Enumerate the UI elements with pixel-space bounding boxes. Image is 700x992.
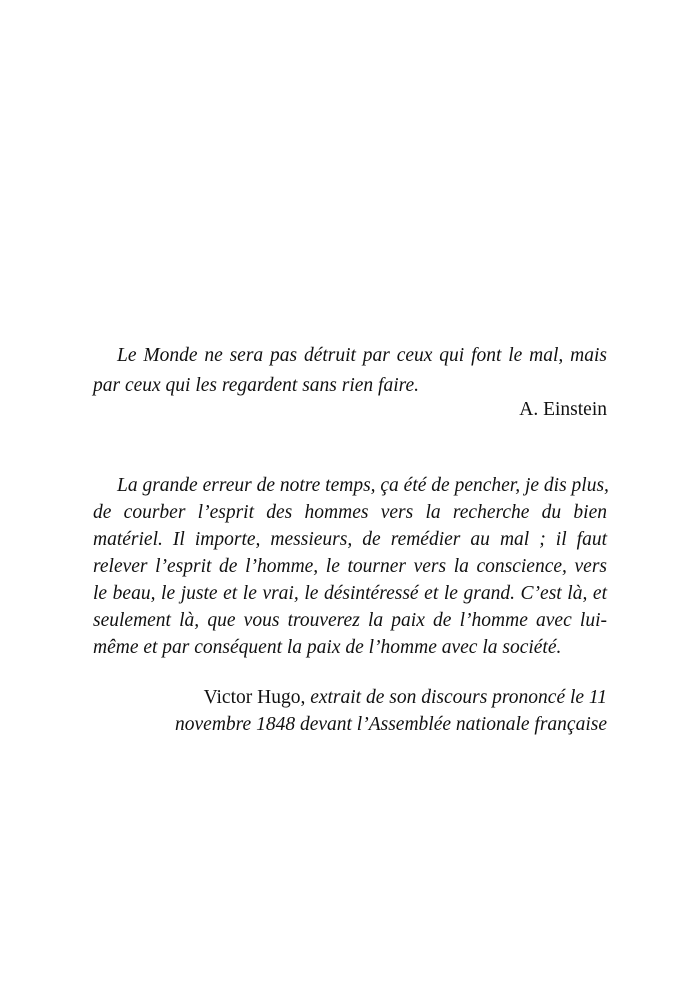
hugo-quote-line: seulement là, que vous trouverez la paix de l’homme avec lui- [93,610,607,631]
hugo-quote-line: même et par conséquent la paix de l’homme avec la société. [93,637,562,658]
einstein-quote-line: par ceux qui les regardent sans rien faire. [93,375,420,396]
hugo-quote-line: de courber l’esprit des hommes vers la recherche du bien [93,502,607,523]
hugo-quote-line: relever l’esprit de l’homme, le tourner vers la conscience, vers [93,556,607,577]
hugo-quote-line: matériel. Il importe, messieurs, de remédier au mal ; il faut [93,529,607,550]
hugo-author: Victor Hugo, [203,687,306,708]
hugo-attribution-line1 [204,688,607,708]
einstein-attribution: A. Einstein [519,399,607,420]
hugo-quote-line: La grande erreur de notre temps, ça été de pencher, je dis plus, [117,475,609,496]
hugo-source: extrait de son discours prononcé le 11 [310,687,607,708]
hugo-attribution-line2: novembre 1848 devant l’Assemblée nationale française [175,714,607,735]
hugo-quote-line: le beau, le juste et le vrai, le désintéressé et le grand. C’est là, et [93,583,607,604]
einstein-quote-line: Le Monde ne sera pas détruit par ceux qui font le mal, mais [117,345,607,366]
